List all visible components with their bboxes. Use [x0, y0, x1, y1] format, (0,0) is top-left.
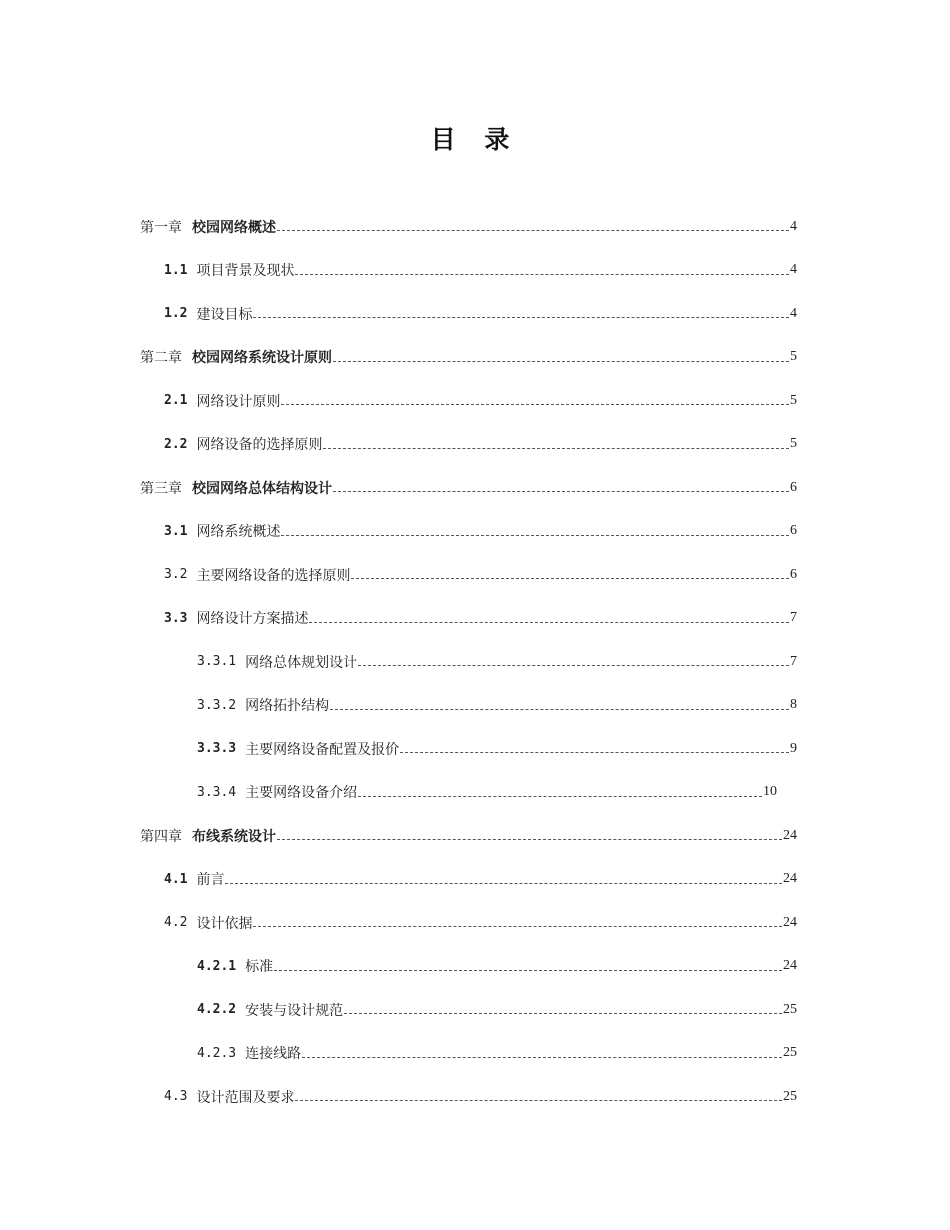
toc-dot-leader: [253, 303, 789, 318]
toc-entry-page: 24: [783, 871, 797, 887]
toc-entry-number: 4.3: [164, 1089, 188, 1105]
toc-entry-number: 3.3.3: [197, 741, 237, 757]
toc-dot-leader: [281, 521, 789, 536]
toc-entry-page: 4: [790, 218, 797, 234]
toc-entry-3-3[interactable]: [0, 597, 797, 641]
toc-entry-chapter-1[interactable]: [0, 205, 797, 249]
toc-entry-text: 网络设计原则: [196, 393, 281, 410]
toc-entry-number: 第三章: [140, 480, 182, 497]
toc-entry-page: 5: [790, 392, 797, 408]
toc-entry-number: 1.2: [164, 306, 188, 322]
toc-entry-page: 7: [790, 653, 797, 669]
table-of-contents: [0, 205, 950, 1119]
toc-entry-4-2-2[interactable]: [0, 988, 797, 1032]
toc-entry-number: 3.3.2: [197, 697, 237, 713]
toc-entry-text: 前言: [196, 872, 225, 889]
toc-dot-leader: [358, 651, 789, 666]
toc-entry-number: 2.1: [164, 393, 188, 409]
toc-entry-number: 第一章: [140, 219, 182, 236]
toc-entry-4-2[interactable]: [0, 901, 797, 945]
toc-entry-page: 6: [790, 566, 797, 582]
toc-entry-text: 网络设备的选择原则: [196, 437, 323, 454]
toc-entry-number: 第四章: [140, 828, 182, 845]
toc-dot-leader: [323, 434, 789, 449]
toc-dot-leader: [351, 564, 789, 579]
toc-entry-number: 3.3.1: [197, 654, 237, 670]
toc-entry-number: 4.1: [164, 871, 188, 887]
toc-entry-text: 标准: [245, 959, 274, 976]
toc-entry-text: 网络总体规划设计: [245, 654, 358, 671]
toc-dot-leader: [333, 477, 789, 492]
toc-entry-3-2[interactable]: [0, 553, 797, 597]
toc-entry-1-2[interactable]: [0, 292, 797, 336]
toc-entry-text: 网络拓扑结构: [245, 698, 330, 715]
toc-dot-leader: [277, 216, 789, 231]
toc-entry-page: 24: [783, 827, 797, 843]
toc-entry-text: 布线系统设计: [192, 828, 276, 845]
toc-entry-number: 4.2: [164, 915, 188, 931]
toc-entry-number: 3.1: [164, 523, 188, 539]
toc-entry-chapter-2[interactable]: [0, 336, 797, 380]
toc-entry-text: 主要网络设备介绍: [245, 785, 358, 802]
toc-entry-2-1[interactable]: [0, 379, 797, 423]
toc-entry-page: 25: [783, 1001, 797, 1017]
toc-entry-1-1[interactable]: [0, 249, 797, 293]
toc-entry-page: 10: [763, 784, 777, 800]
toc-entry-page: 7: [790, 610, 797, 626]
toc-dot-leader: [344, 999, 782, 1014]
toc-entry-number: 3.3.4: [197, 784, 237, 800]
toc-entry-3-3-1[interactable]: [0, 640, 797, 684]
toc-entry-4-1[interactable]: [0, 858, 797, 902]
toc-entry-2-2[interactable]: [0, 423, 797, 467]
toc-entry-page: 5: [790, 349, 797, 365]
toc-entry-number: 4.2.2: [197, 1002, 237, 1018]
toc-dot-leader: [253, 912, 782, 927]
toc-entry-text: 校园网络概述: [192, 219, 276, 236]
toc-dot-leader: [295, 260, 789, 275]
toc-dot-leader: [358, 782, 762, 797]
toc-entry-page: 24: [783, 958, 797, 974]
toc-entry-chapter-4[interactable]: [0, 814, 797, 858]
toc-dot-leader: [295, 1086, 782, 1101]
toc-entry-page: 25: [783, 1045, 797, 1061]
toc-entry-chapter-3[interactable]: [0, 466, 797, 510]
toc-entry-page: 5: [790, 436, 797, 452]
toc-entry-number: 4.2.3: [197, 1045, 237, 1061]
toc-entry-3-3-2[interactable]: [0, 684, 797, 728]
toc-entry-text: 校园网络总体结构设计: [192, 480, 332, 497]
toc-entry-text: 建设目标: [196, 306, 253, 323]
toc-entry-page: 9: [790, 740, 797, 756]
toc-dot-leader: [400, 738, 789, 753]
toc-dot-leader: [333, 347, 789, 362]
toc-entry-4-2-3[interactable]: [0, 1032, 797, 1076]
toc-entry-text: 连接线路: [245, 1046, 302, 1063]
toc-entry-number: 4.2.1: [197, 958, 237, 974]
toc-dot-leader: [281, 390, 789, 405]
toc-entry-text: 项目背景及现状: [196, 263, 295, 280]
toc-entry-text: 主要网络设备配置及报价: [245, 741, 400, 758]
toc-entry-page: 8: [790, 697, 797, 713]
toc-dot-leader: [225, 869, 782, 884]
toc-entry-number: 3.3: [164, 610, 188, 626]
toc-entry-text: 设计依据: [196, 915, 253, 932]
toc-dot-leader: [274, 956, 782, 971]
toc-entry-number: 1.1: [164, 262, 188, 278]
toc-entry-number: 3.2: [164, 567, 188, 583]
toc-entry-text: 网络系统概述: [196, 524, 281, 541]
toc-entry-4-3[interactable]: [0, 1075, 797, 1119]
toc-entry-text: 设计范围及要求: [196, 1089, 295, 1106]
toc-entry-text: 安装与设计规范: [245, 1002, 344, 1019]
toc-entry-number: 2.2: [164, 436, 188, 452]
toc-dot-leader: [309, 608, 789, 623]
toc-entry-page: 24: [783, 914, 797, 930]
toc-entry-3-3-3[interactable]: [0, 727, 797, 771]
toc-entry-page: 6: [790, 523, 797, 539]
toc-entry-text: 校园网络系统设计原则: [192, 350, 332, 367]
toc-title: 目 录: [430, 125, 520, 154]
toc-dot-leader: [277, 825, 782, 840]
toc-entry-page: 6: [790, 479, 797, 495]
toc-dot-leader: [302, 1043, 782, 1058]
toc-entry-text: 主要网络设备的选择原则: [196, 567, 351, 584]
toc-dot-leader: [330, 695, 789, 710]
toc-entry-3-3-4[interactable]: [0, 771, 777, 815]
toc-entry-3-1[interactable]: [0, 510, 797, 554]
toc-entry-page: 25: [783, 1088, 797, 1104]
toc-entry-page: 4: [790, 305, 797, 321]
toc-entry-4-2-1[interactable]: [0, 945, 797, 989]
toc-entry-number: 第二章: [140, 350, 182, 367]
toc-entry-text: 网络设计方案描述: [196, 611, 309, 628]
toc-entry-page: 4: [790, 262, 797, 278]
